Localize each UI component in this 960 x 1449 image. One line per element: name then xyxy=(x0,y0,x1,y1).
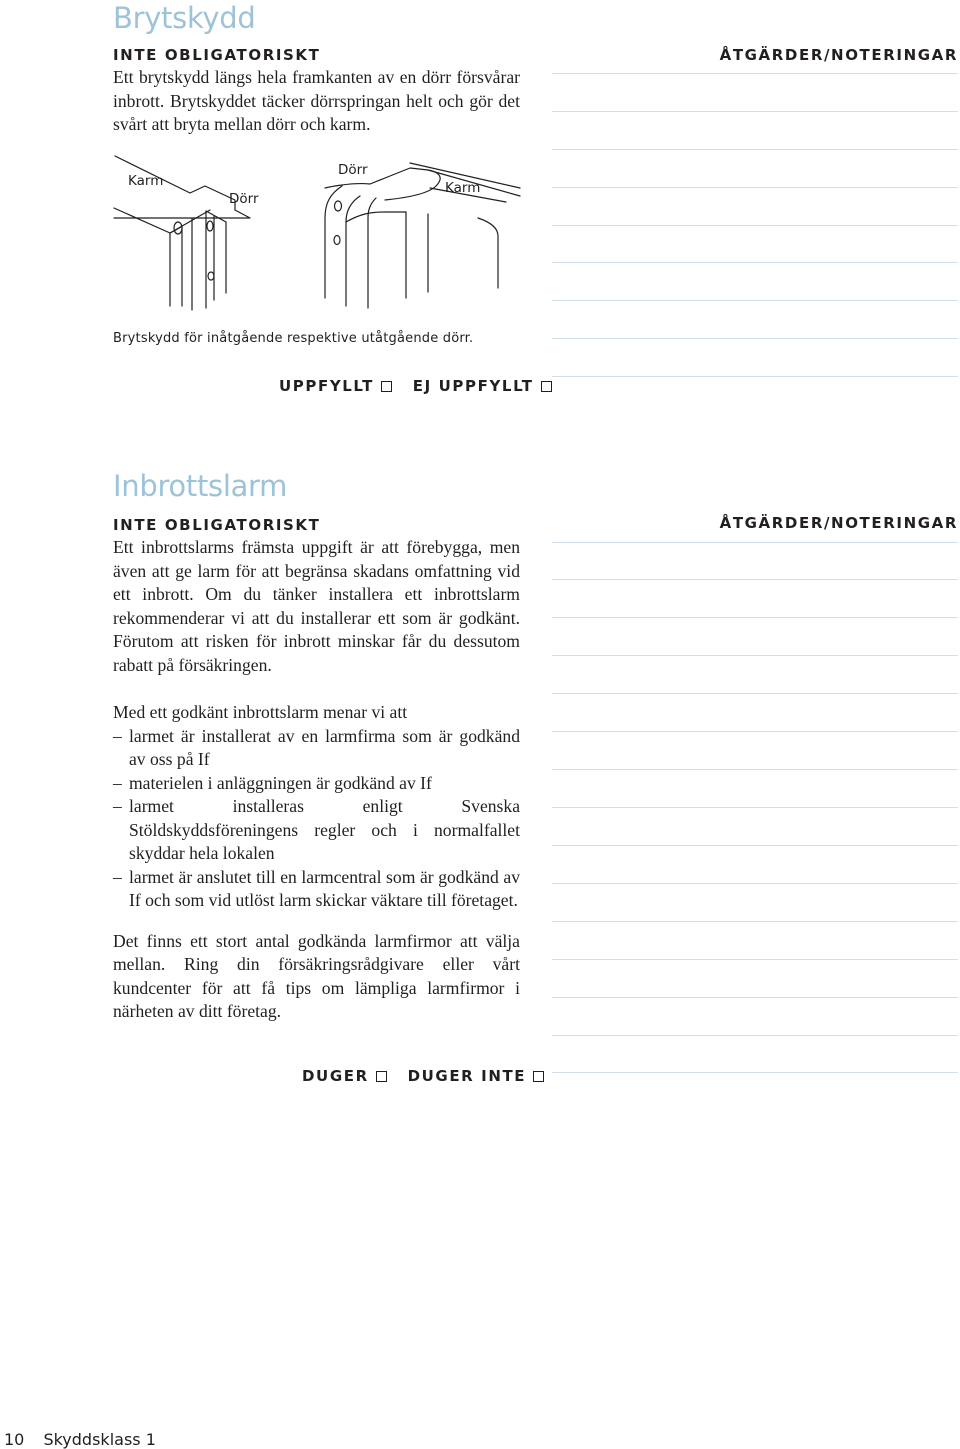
section-title-inbrottslarm: Inbrottslarm xyxy=(113,469,288,503)
checkbox-uppfyllt[interactable] xyxy=(381,381,392,392)
note-line[interactable] xyxy=(552,338,958,339)
note-line[interactable] xyxy=(552,187,958,188)
label-dorr-left: Dörr xyxy=(229,191,259,207)
note-line[interactable] xyxy=(552,845,958,846)
page-number: 10 xyxy=(4,1430,25,1449)
note-line[interactable] xyxy=(552,376,958,377)
note-line[interactable] xyxy=(552,655,958,656)
label-dorr-right: Dörr xyxy=(338,162,368,178)
note-line[interactable] xyxy=(552,769,958,770)
option-label-duger-inte: DUGER INTE xyxy=(407,1067,527,1085)
note-line[interactable] xyxy=(552,300,958,301)
note-line[interactable] xyxy=(552,617,958,618)
note-line[interactable] xyxy=(552,1035,958,1036)
paragraph-larmfirmor: Det finns ett stort antal godkända larmfirmor att välja mellan. Ring din försäkringsrådgivare eller vårt kundcenter för att få tips om lämpliga larmfirmor i närheten av ditt företag. xyxy=(113,930,520,1021)
label-karm-left: Karm xyxy=(128,173,164,189)
section-paragraph: Ett brytskydd längs hela framkanten av en dörr försvårar inbrott. Brytskyddet täcker dörrspringan helt och gör det svårt att bryta mellan dörr och karm. xyxy=(113,67,520,134)
check-row-inbrottslarm xyxy=(302,1069,544,1084)
option-label-uppfyllt: UPPFYLLT xyxy=(279,377,374,395)
page-footer xyxy=(4,1430,156,1449)
section-subtitle: INTE OBLIGATORISKT xyxy=(113,46,321,64)
note-line[interactable] xyxy=(552,883,958,884)
list-item: – materielen i anläggningen är godkänd av If xyxy=(113,772,520,796)
note-line[interactable] xyxy=(552,959,958,960)
brytskydd-figure xyxy=(110,148,530,320)
note-line[interactable] xyxy=(552,693,958,694)
paragraph-intro: Ett inbrottslarms främsta uppgift är att förebygga, men även att ge larm för att begränsa skadans omfattning vid ett inbrott. Om du tänker installera ett inbrottslarm rekommenderar vi att du installerar ett som är godkänt. Förutom att risken för inbrott minskar får du dessutom rabatt på försäkringen. xyxy=(113,537,520,675)
list-item: – larmet installeras enligt Svenska Stöldskyddsföreningens regler och i normalfallet skyddar hela lokalen xyxy=(113,795,520,866)
section-title-brytskydd: Brytskydd xyxy=(113,1,256,35)
list-item: – larmet är anslutet till en larmcentral som är godkänd av If och som vid utlöst larm skickar väktare till företaget. xyxy=(113,866,520,913)
note-line[interactable] xyxy=(552,542,958,543)
checkbox-ej-uppfyllt[interactable] xyxy=(541,381,552,392)
note-line[interactable] xyxy=(552,579,958,580)
section-body-inbrottslarm xyxy=(113,536,520,1024)
note-line[interactable] xyxy=(552,807,958,808)
note-line[interactable] xyxy=(552,731,958,732)
section-subtitle: INTE OBLIGATORISKT xyxy=(113,516,321,534)
footer-label: Skyddsklass 1 xyxy=(43,1430,156,1449)
label-karm-right: Karm xyxy=(445,180,481,196)
note-line[interactable] xyxy=(552,225,958,226)
checkbox-duger[interactable] xyxy=(376,1071,387,1082)
notes-heading: ÅTGÄRDER/NOTERINGAR xyxy=(719,514,958,532)
checkbox-duger-inte[interactable] xyxy=(533,1071,544,1082)
note-line[interactable] xyxy=(552,149,958,150)
check-row-brytskydd xyxy=(279,379,552,394)
list-item: – larmet är installerat av en larmfirma som är godkänd av oss på If xyxy=(113,725,520,772)
option-label-ej-uppfyllt: EJ UPPFYLLT xyxy=(412,377,534,395)
note-line[interactable] xyxy=(552,1072,958,1073)
option-label-duger: DUGER xyxy=(302,1067,369,1085)
note-line[interactable] xyxy=(552,262,958,263)
notes-heading: ÅTGÄRDER/NOTERINGAR xyxy=(719,46,958,64)
note-line[interactable] xyxy=(552,73,958,74)
figure-caption: Brytskydd för inåtgående respektive utåtgående dörr. xyxy=(113,331,474,346)
note-line[interactable] xyxy=(552,997,958,998)
list-intro: Med ett godkänt inbrottslarm menar vi att xyxy=(113,702,408,722)
note-line[interactable] xyxy=(552,921,958,922)
note-line[interactable] xyxy=(552,111,958,112)
